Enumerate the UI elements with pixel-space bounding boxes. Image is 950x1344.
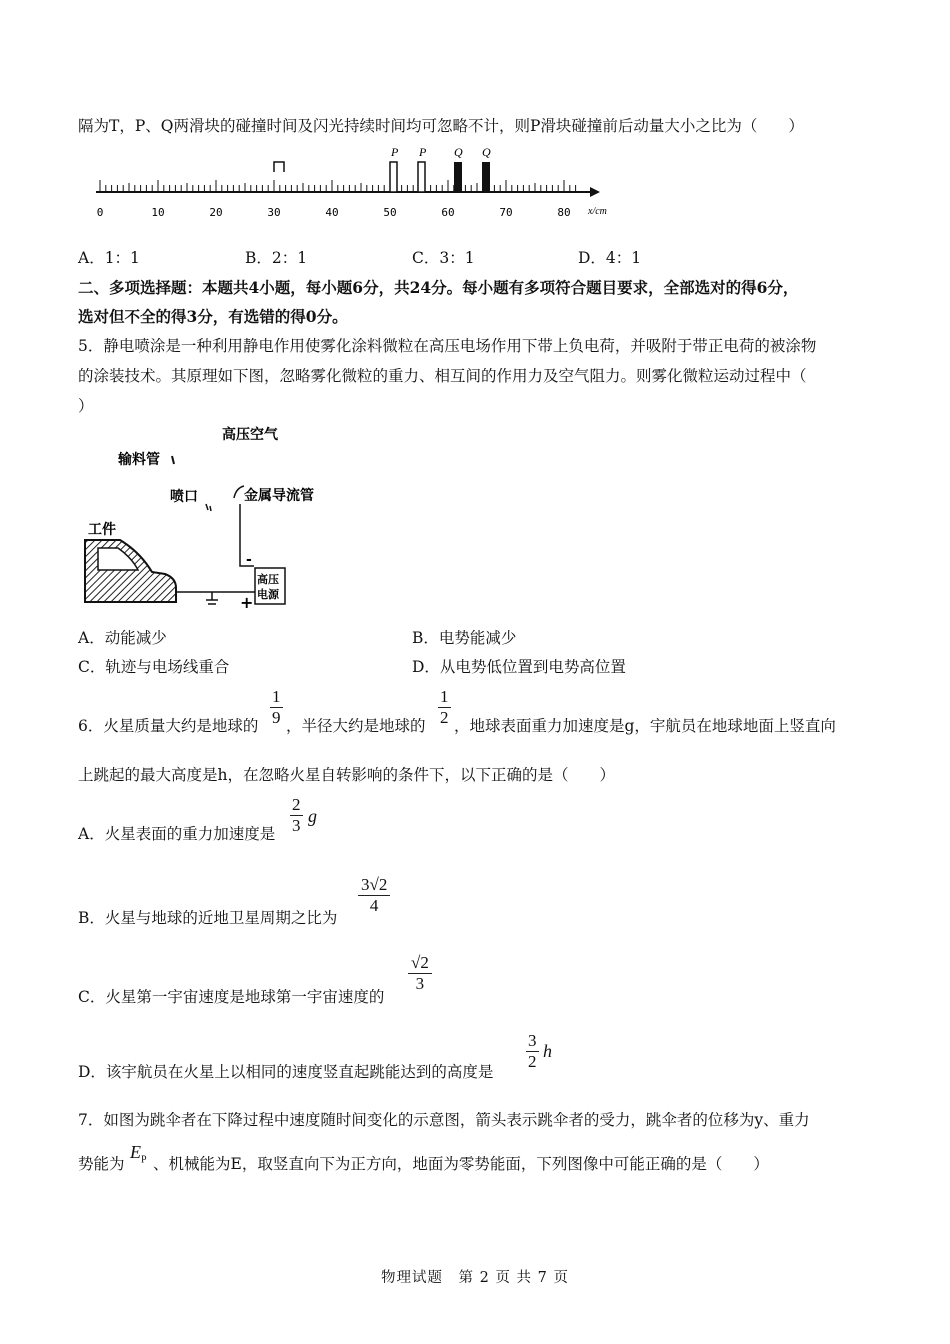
ruler-labels bbox=[97, 206, 571, 219]
power-label-1: 高压 bbox=[257, 573, 279, 586]
ruler-label: 30 bbox=[267, 206, 281, 219]
ruler-label: 0 bbox=[96, 206, 104, 219]
q6-option-a[interactable]: A．火星表面的重力加速度是 bbox=[78, 825, 276, 843]
slider-marker-start bbox=[274, 162, 284, 172]
q6-option-d[interactable]: D．该宇航员在火星上以相同的速度竖直起跳能达到的高度是 bbox=[78, 1063, 494, 1081]
p-label-1: P bbox=[391, 145, 399, 159]
q6-option-b-frac: 3√2 4 bbox=[358, 876, 390, 915]
ruler-unit: x/cm bbox=[588, 206, 607, 217]
label-high-pressure-air: 高压空气 bbox=[222, 427, 278, 443]
label-feed-pipe: 输料管 bbox=[118, 452, 160, 468]
power-label-2: 电源 bbox=[257, 588, 279, 601]
q7-line2-a: 势能为 bbox=[78, 1155, 125, 1173]
q6-part3: ，地球表面重力加速度是g，宇航员在地球地面上竖直向 bbox=[454, 717, 836, 735]
q6-part2: ，半径大约是地球的 bbox=[286, 717, 426, 735]
page-footer: 物理试题 第 2 页 共 7 页 bbox=[381, 1270, 569, 1286]
q6-line2: 上跳起的最大高度是h，在忽略火星自转影响的条件下，以下正确的是（ ） bbox=[78, 766, 615, 784]
q-label-2: Q bbox=[482, 145, 491, 159]
q4-option-d[interactable]: D．4：1 bbox=[578, 249, 642, 267]
q4-option-b[interactable]: B．2：1 bbox=[245, 249, 308, 267]
q6-option-a-var: g bbox=[308, 806, 317, 826]
ruler-label: 50 bbox=[383, 206, 397, 219]
q-block-1 bbox=[454, 162, 462, 192]
q5-option-d[interactable]: D．从电势低位置到电势高位置 bbox=[412, 658, 626, 676]
q4-option-a[interactable]: A．1：1 bbox=[78, 249, 140, 267]
q4-text-tail: 隔为T，P、Q两滑块的碰撞时间及闪光持续时间均可忽略不计，则P滑块碰撞前后动量大小之比为（ ） bbox=[78, 117, 804, 135]
minus-sign: - bbox=[246, 552, 252, 568]
q6-option-c-frac: √2 3 bbox=[408, 954, 432, 993]
plus-sign: + bbox=[240, 593, 254, 612]
q6-frac-mass: 1 9 bbox=[272, 687, 281, 727]
q-label-1: Q bbox=[454, 145, 463, 159]
p-block-1 bbox=[390, 162, 397, 192]
q5-line1: 5．静电喷涂是一种利用静电作用使雾化涂料微粒在高压电场作用下带上负电荷，并吸附于带正电荷的被涂物 bbox=[78, 337, 817, 355]
q7-ep-symbol: $E_P$ bbox=[130, 1142, 147, 1166]
ruler-label: 70 bbox=[499, 206, 513, 219]
nozzle-spray bbox=[206, 504, 211, 511]
section2-line2: 选对但不全的得3分，有选错的得0分。 bbox=[78, 307, 348, 326]
q6-option-c[interactable]: C．火星第一宇宙速度是地球第一宇宙速度的 bbox=[78, 988, 385, 1006]
q5-option-b[interactable]: B．电势能减少 bbox=[412, 629, 517, 647]
q-block-2 bbox=[482, 162, 490, 192]
ruler-label: 80 bbox=[557, 206, 571, 219]
ruler-label: 60 bbox=[441, 206, 455, 219]
q5-option-c[interactable]: C．轨迹与电场线重合 bbox=[78, 658, 230, 676]
q6-option-d-var: h bbox=[543, 1041, 552, 1061]
ground-symbol bbox=[206, 592, 218, 604]
ruler-label: 40 bbox=[325, 206, 339, 219]
q6-option-a-frac: 2 3 bbox=[292, 795, 301, 835]
q7-line1: 7．如图为跳伞者在下降过程中速度随时间变化的示意图，箭头表示跳伞者的受力，跳伞者的位移为y、重力 bbox=[78, 1111, 810, 1129]
q6-option-b[interactable]: B．火星与地球的近地卫星周期之比为 bbox=[78, 909, 338, 927]
ruler-ticks bbox=[100, 180, 576, 192]
p-block-2 bbox=[418, 162, 425, 192]
q4-option-c[interactable]: C．3：1 bbox=[412, 249, 475, 267]
section2-line1: 二、多项选择题：本题共4小题，每小题6分，共24分。每小题有多项符合题目要求，全部选对的得6分， bbox=[78, 278, 799, 297]
q5-line3: ） bbox=[78, 397, 94, 415]
q5-option-a[interactable]: A．动能减少 bbox=[78, 629, 167, 647]
q5-line2: 的涂装技术。其原理如下图，忽略雾化微粒的重力、相互间的作用力及空气阻力。则雾化微粒运动过程中（ bbox=[78, 367, 807, 385]
label-workpiece: 工件 bbox=[88, 522, 116, 538]
q6-frac-radius: 1 2 bbox=[440, 687, 449, 727]
q6-option-d-frac: 3 2 bbox=[528, 1031, 537, 1071]
q7-line2-b: 、机械能为E，取竖直向下为正方向，地面为零势能面，下列图像中可能正确的是（ ） bbox=[153, 1155, 769, 1173]
ruler-label: 20 bbox=[209, 206, 223, 219]
ruler-label: 10 bbox=[151, 206, 165, 219]
q4-ruler-figure bbox=[88, 144, 648, 224]
feed-pipe-end bbox=[172, 456, 174, 464]
q6-part1: 6．火星质量大约是地球的 bbox=[78, 717, 259, 735]
label-metal-tube: 金属导流管 bbox=[244, 488, 314, 504]
p-label-2: P bbox=[419, 145, 427, 159]
ruler-arrow bbox=[590, 187, 600, 197]
metal-tube-top bbox=[234, 486, 244, 498]
q5-spray-figure bbox=[80, 420, 340, 620]
label-nozzle: 喷口 bbox=[170, 489, 198, 505]
